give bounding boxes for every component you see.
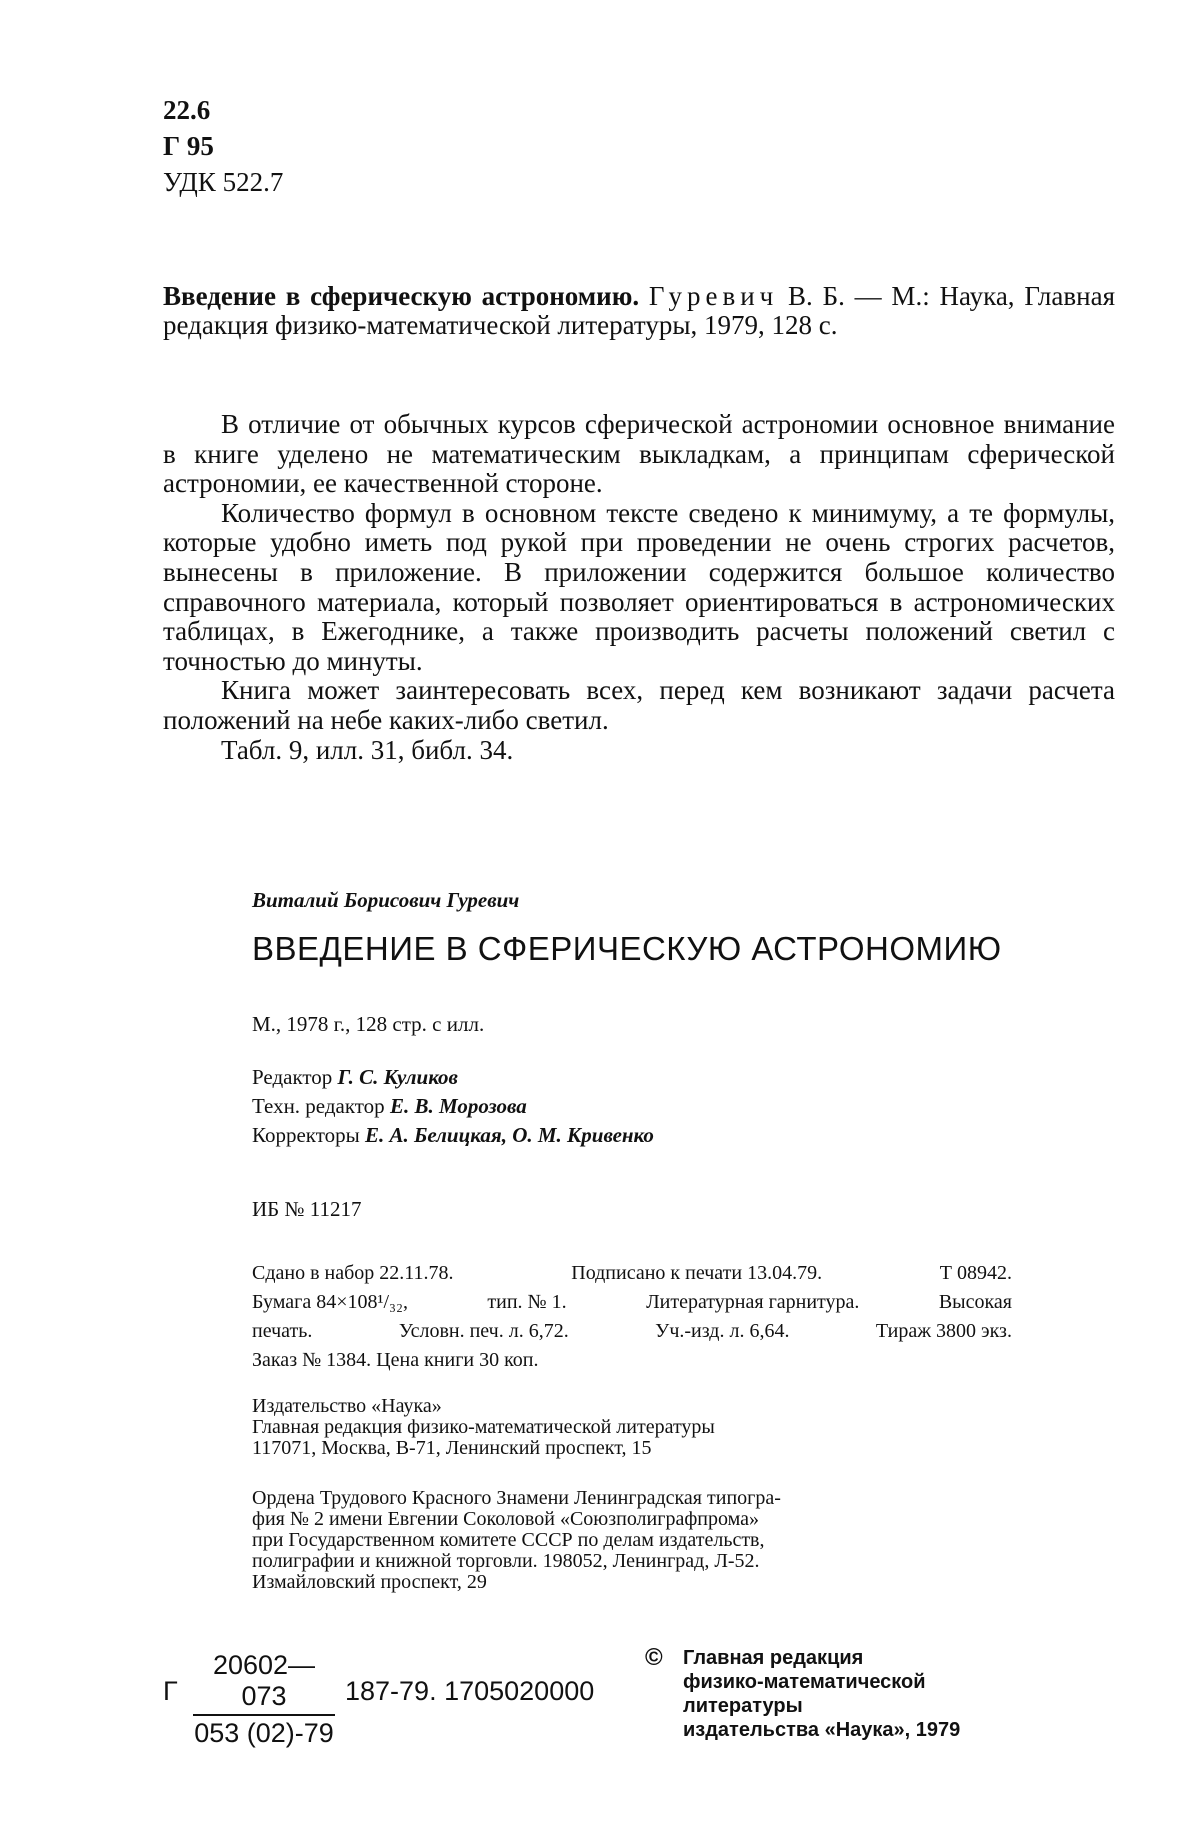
typeface: Литературная гарнитура.	[646, 1291, 860, 1313]
copyright-line: Главная редакция	[683, 1647, 864, 1669]
annotation-author: Гуревич	[648, 281, 779, 311]
t-number: Т 08942.	[939, 1262, 1012, 1284]
ib-number: ИБ № 11217	[252, 1197, 362, 1221]
order-price: Заказ № 1384. Цена книги 30 коп.	[252, 1349, 539, 1371]
copyright-text	[683, 1646, 960, 1742]
printed-sheets: Условн. печ. л. 6,72.	[398, 1320, 569, 1342]
printing-house-address: Измайловский проспект, 29	[252, 1571, 487, 1593]
tech-editor-label: Техн. редактор	[252, 1094, 385, 1118]
print-row	[252, 1317, 1012, 1346]
classification-codes	[163, 92, 283, 200]
print-method-cont: печать.	[252, 1320, 313, 1342]
printing-house-info	[252, 1488, 1012, 1593]
paper-format: Бумага 84×108¹/₃₂,	[252, 1291, 408, 1313]
abstract-paragraph: Книга может заинтересовать всех, перед кем возникают задачи расчета положений на небе каких-либо светил.	[163, 675, 1115, 735]
index-letter: Г	[163, 1676, 178, 1706]
index-numerator: 20602—073	[193, 1650, 335, 1716]
abstract	[163, 410, 1115, 765]
print-method: Высокая	[938, 1291, 1012, 1313]
printing-house-line: полиграфии и книжной торговли. 198052, Ленинград, Л-52.	[252, 1550, 760, 1572]
paper-type: тип. № 1.	[487, 1291, 567, 1313]
print-row	[252, 1259, 1012, 1288]
proofreaders-label: Корректоры	[252, 1123, 360, 1147]
annotation-publisher: Наука, Главная редакция физико-математической литературы, 1979, 128 с.	[163, 281, 1115, 340]
copyright-line: литературы	[683, 1695, 803, 1717]
printing-house-line: при Государственном комитете СССР по делам издательств,	[252, 1529, 765, 1551]
bbk-code: 22.6	[163, 95, 211, 125]
index-fraction	[193, 1650, 335, 1749]
abstract-paragraph: В отличие от обычных курсов сферической астрономии основное внимание в книге уделено не математическим выкладкам, а принципам сферической астрономии, ее качественной стороне.	[163, 409, 1115, 499]
editor-name: Г. С. Куликов	[337, 1065, 458, 1089]
annotation-title: Введение в сферическую астрономию.	[163, 281, 640, 311]
author-mark: Г 95	[163, 131, 214, 161]
index-code: 187-79. 1705020000	[345, 1676, 595, 1706]
tech-editor-line	[252, 1092, 654, 1121]
annotation-author-initials: В. Б. — М.:	[788, 281, 930, 311]
print-details	[252, 1259, 1012, 1375]
print-run: Тираж 3800 экз.	[875, 1320, 1012, 1342]
index-denominator: 053 (02)-79	[194, 1718, 334, 1748]
printing-house-line: фия № 2 имени Евгении Соколовой «Союзполиграфпрома»	[252, 1508, 760, 1530]
submitted-date: Сдано в набор 22.11.78.	[252, 1262, 454, 1284]
publisher-division: Главная редакция физико-математической литературы	[252, 1416, 715, 1438]
colophon-imprint: М., 1978 г., 128 стр. с илл.	[252, 1012, 485, 1036]
proofreaders-names: Е. А. Белицкая, О. М. Кривенко	[364, 1123, 654, 1147]
publisher-sheets: Уч.-изд. л. 6,64.	[655, 1320, 790, 1342]
colophon-author: Виталий Борисович Гуревич	[252, 888, 520, 912]
abstract-paragraph: Количество формул в основном тексте сведено к минимуму, а те формулы, которые удобно иметь под рукой при проведении не очень строгих расчетов, вынесены в приложение. В приложении содержится большое количество справочного материала, который позволяет ориентироваться в астрономических таблицах, в Ежегоднике, а также производить расчеты положений светил с точностью до минуты.	[163, 497, 1115, 676]
tech-editor-name: Е. В. Морозова	[389, 1094, 527, 1118]
publisher-name: Издательство «Наука»	[252, 1395, 442, 1417]
publisher-info	[252, 1396, 1012, 1459]
publisher-address: 117071, Москва, В-71, Ленинский проспект, 15	[252, 1437, 652, 1459]
editors-list	[252, 1063, 654, 1150]
bibliographic-annotation	[163, 282, 1115, 340]
proofreaders-line	[252, 1121, 654, 1150]
udk-code: УДК 522.7	[163, 167, 284, 197]
editor-line	[252, 1063, 654, 1092]
colophon-book-title: ВВЕДЕНИЕ В СФЕРИЧЕСКУЮ АСТРОНОМИЮ	[252, 930, 1002, 967]
print-row	[252, 1288, 1012, 1317]
copyright-icon: ©	[645, 1644, 663, 1671]
copyright-line: издательства «Наука», 1979	[683, 1719, 961, 1741]
copyright-line: физико-математической	[683, 1671, 926, 1693]
printing-house-line: Ордена Трудового Красного Знамени Ленинградская типогра-	[252, 1487, 781, 1509]
editor-label: Редактор	[252, 1065, 333, 1089]
signed-date: Подписано к печати 13.04.79.	[571, 1262, 823, 1284]
copyright-notice	[645, 1646, 960, 1742]
abstract-summary: Табл. 9, илл. 31, библ. 34.	[221, 734, 514, 765]
